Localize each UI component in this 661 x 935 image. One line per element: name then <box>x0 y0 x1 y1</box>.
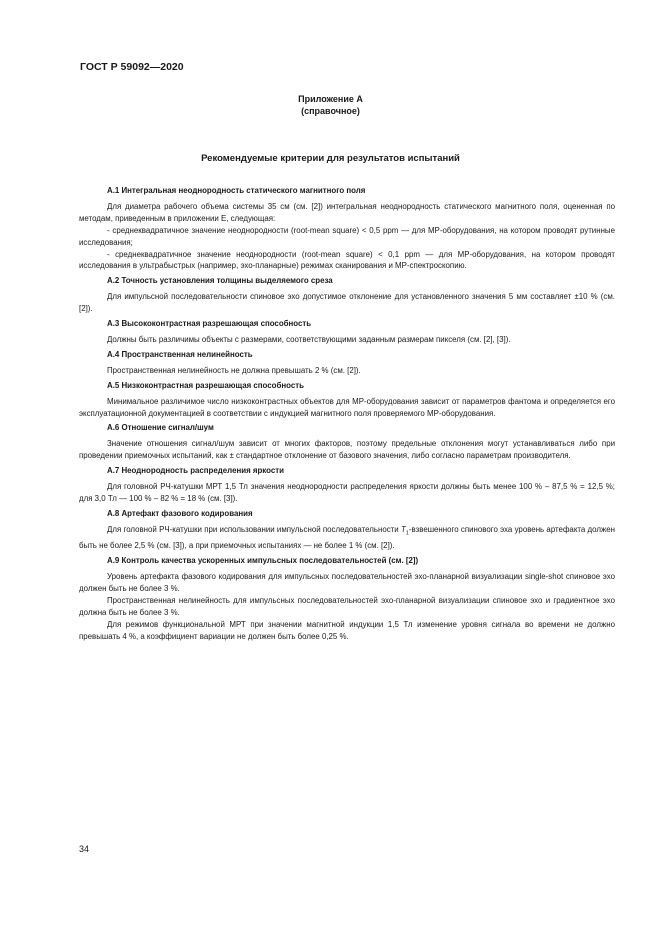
paragraph: Минимальное различимое число низкоконтрастных объектов для МР-оборудования зависит от параметров фантома и определяется его эксплуатационной документацией в соответствии с индукцией магнитного поля проверяемого МР-оборудования. <box>79 396 615 418</box>
list-item: - среднеквадратичное значение неоднородности (root-mean square) < 0,1 ppm — для МР-оборудования, на котором проводят исследования в ультрабыстрых (например, эхо-планарные) режимах сканирования и МР-спектроскопию. <box>79 249 615 271</box>
page-number: 34 <box>79 844 90 854</box>
section-heading-a3: А.3 Высококонтрастная разрешающая способность <box>107 319 312 329</box>
annex-subtitle: (справочное) <box>301 106 360 116</box>
document-title: Рекомендуемые критерии для результатов испытаний <box>201 153 460 164</box>
section-heading-a2: А.2 Точность установления толщины выделяемого среза <box>107 276 333 286</box>
section-heading-a8: А.8 Артефакт фазового кодирования <box>107 508 253 518</box>
section-heading-a9: А.9 Контроль качества ускоренных импульсных последовательностей (см. [2]) <box>107 556 419 566</box>
standard-designation: ГОСТ Р 59092—2020 <box>80 61 184 73</box>
section-heading-a6: А.6 Отношение сигнал/шум <box>107 423 214 433</box>
paragraph: Пространственная нелинейность для импульсных последовательностей эхо-планарной визуализации спиновое эхо и градиентное эхо должна быть не более 3 %. <box>79 595 615 617</box>
list-item: - среднеквадратичное значение неоднородности (root-mean square) < 0,5 ppm — для МР-оборудования, на котором проводят рутинные исследования; <box>79 225 615 247</box>
paragraph: Уровень артефакта фазового кодирования для импульсных последовательностей эхо-планарной визуализации single-shot спиновое эхо должен быть не более 3 %. <box>79 572 615 593</box>
paragraph: Должны быть различимы объекты с размерами, соответствующими заданным размерам пикселя (см. [2], [3]). <box>107 334 511 344</box>
paragraph: Для режимов функциональной МРТ при значении магнитной индукции 1,5 Тл изменение уровня сигнала во времени не должно превышать 4 %, а коэффициент вариации не должен быть более 0,25 %. <box>79 619 615 641</box>
annex-title: Приложение А <box>298 94 363 104</box>
annex-heading <box>0 93 661 117</box>
paragraph <box>79 524 615 552</box>
text-fragment: -взвешенного спинового эха уровень артефакта должен быть не более 2,5 % (см. [3]), а при приемочных испытаниях — не более 1 % (см. [2]). <box>79 524 615 551</box>
paragraph: Пространственная нелинейность не должна превышать 2 % (см. [2]). <box>107 365 361 375</box>
section-heading-a5: А.5 Низкоконтрастная разрешающая способность <box>107 380 304 390</box>
text-fragment: Для головной РЧ-катушки при использовании импульсной последовательности <box>107 524 401 534</box>
section-heading-a1: А.1 Интегральная неоднородность статического магнитного поля <box>107 186 366 195</box>
paragraph: Для головной РЧ-катушки МРТ 1,5 Тл значения неоднородности распределения яркости должны быть менее 100 % – 87,5 % = 12,5 %; для 3,0 Тл — 100 % – 82 % = 18 % (см. [3]). <box>79 482 615 503</box>
symbol-subscript: 1 <box>405 530 409 537</box>
paragraph: Для импульсной последовательности спиновое эхо допустимое отклонение для установленного значения 5 мм составляет ±10 % (см. [2]). <box>79 292 615 314</box>
document-body <box>79 182 615 642</box>
section-heading-a7: А.7 Неоднородность распределения яркости <box>107 466 284 476</box>
paragraph: Для диаметра рабочего объема системы 35 см (см. [2]) интегральная неоднородность статического магнитного поля, оцененная по методам, приведенным в приложении Е, следующая: <box>79 201 615 223</box>
section-heading-a4: А.4 Пространственная нелинейность <box>107 349 253 359</box>
symbol-t: T <box>400 524 406 534</box>
paragraph: Значение отношения сигнал/шум зависит от многих факторов, поэтому предельные отклонения могут устанавливаться либо при проведении приемочных испытаний, как ± стандартное отклонение от базового значения, либо согласно параметрам производителя. <box>79 439 615 461</box>
